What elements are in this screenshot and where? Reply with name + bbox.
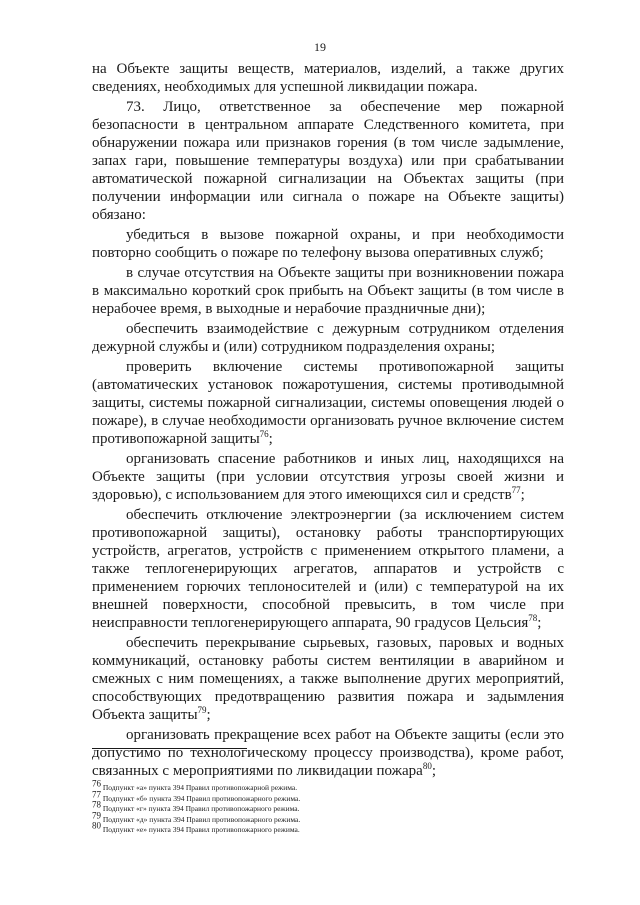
page-number: 19: [314, 40, 326, 54]
footnote-ref[interactable]: 76: [259, 429, 269, 439]
footnote-ref[interactable]: 77: [511, 485, 521, 495]
paragraph: 73. Лицо, ответственное за обеспечение мер пожарной безопасности в центральном аппарате Следственного комитета, при обнаружении пожара или признаков горения (в том числе задымление, запах гари, повышение температуры воздуха) или при срабатывании автоматической пожарной сигнализации на Объектах защиты (при получении информации или сигнала о пожаре на Объекте защиты) обязано:: [92, 99, 564, 223]
footnote: $^{80}$ Подпункт «е» пункта 394 Правил противопожарного режима.: [92, 820, 300, 834]
paragraph: в случае отсутствия на Объекте защиты при возникновении пожара в максимально короткий срок прибыть на Объект защиты (в том числе в нерабочее время, в выходные и нерабочие праздничные дни);: [92, 265, 564, 317]
paragraph: организовать спасение работников и иных лиц, находящихся на Объекте защиты (при условии отсутствия угрозы своей жизни и здоровью), с использованием для этого имеющихся сил и средств$^{77}$;: [92, 451, 564, 503]
paragraph: обеспечить перекрывание сырьевых, газовых, паровых и водных коммуникаций, остановку работы систем вентиляции в аварийном и смежных с ним помещениях, а также выполнение других мероприятий, способствующих предотвращению развития пожара и задымления Объекта защиты$^{79}$;: [92, 635, 564, 723]
footnote-ref[interactable]: 80: [422, 761, 432, 771]
paragraph: на Объекте защиты веществ, материалов, изделий, а также других сведениях, необходимых для успешной ликвидации пожара.: [92, 61, 564, 95]
footnotes: [92, 778, 564, 836]
footnote: $^{76}$ Подпункт «а» пункта 394 Правил противопожарной режима.: [92, 778, 298, 792]
footnote: $^{79}$ Подпункт «д» пункта 394 Правил противопожарного режима.: [92, 810, 301, 824]
footnote-divider: [92, 748, 247, 749]
footnote: $^{78}$ Подпункт «г» пункта 394 Правил противопожарного режима.: [92, 799, 300, 813]
paragraph: обеспечить взаимодействие с дежурным сотрудником отделения дежурной службы и (или) сотрудником подразделения охраны;: [92, 321, 564, 355]
footnote: $^{77}$ Подпункт «б» пункта 394 Правил противопожарного режима.: [92, 789, 301, 803]
paragraph: обеспечить отключение электроэнергии (за исключением систем противопожарной защиты), остановку работы транспортирующих устройств, агрегатов, устройств с применением открытого пламени, а также теплогенерирующих агрегатов, аппаратов и устройств с применением горючих теплоносителей и (или) с температурой на их внешней поверхности, способной превысить, в том числе при неисправности теплогенерирующего аппарата, 90 градусов Цельсия$^{78}$;: [92, 507, 564, 631]
paragraph: проверить включение системы противопожарной защиты (автоматических установок пожаротушения, системы противодымной защиты, системы пожарной сигнализации, системы оповещения людей о пожаре), в случае необходимости организовать ручное включение систем противопожарной защиты$^{76}$;: [92, 359, 564, 447]
footnote-ref[interactable]: 78: [528, 613, 538, 623]
body-text: [92, 60, 564, 782]
footnote-ref[interactable]: 79: [197, 705, 207, 715]
paragraph: организовать прекращение всех работ на Объекте защиты (если это допустимо по технологическому процессу производства), кроме работ, связанных с мероприятиями по ликвидации пожара$^{80}$;: [92, 727, 564, 779]
paragraph: убедиться в вызове пожарной охраны, и при необходимости повторно сообщить о пожаре по телефону вызова оперативных служб;: [92, 227, 564, 261]
